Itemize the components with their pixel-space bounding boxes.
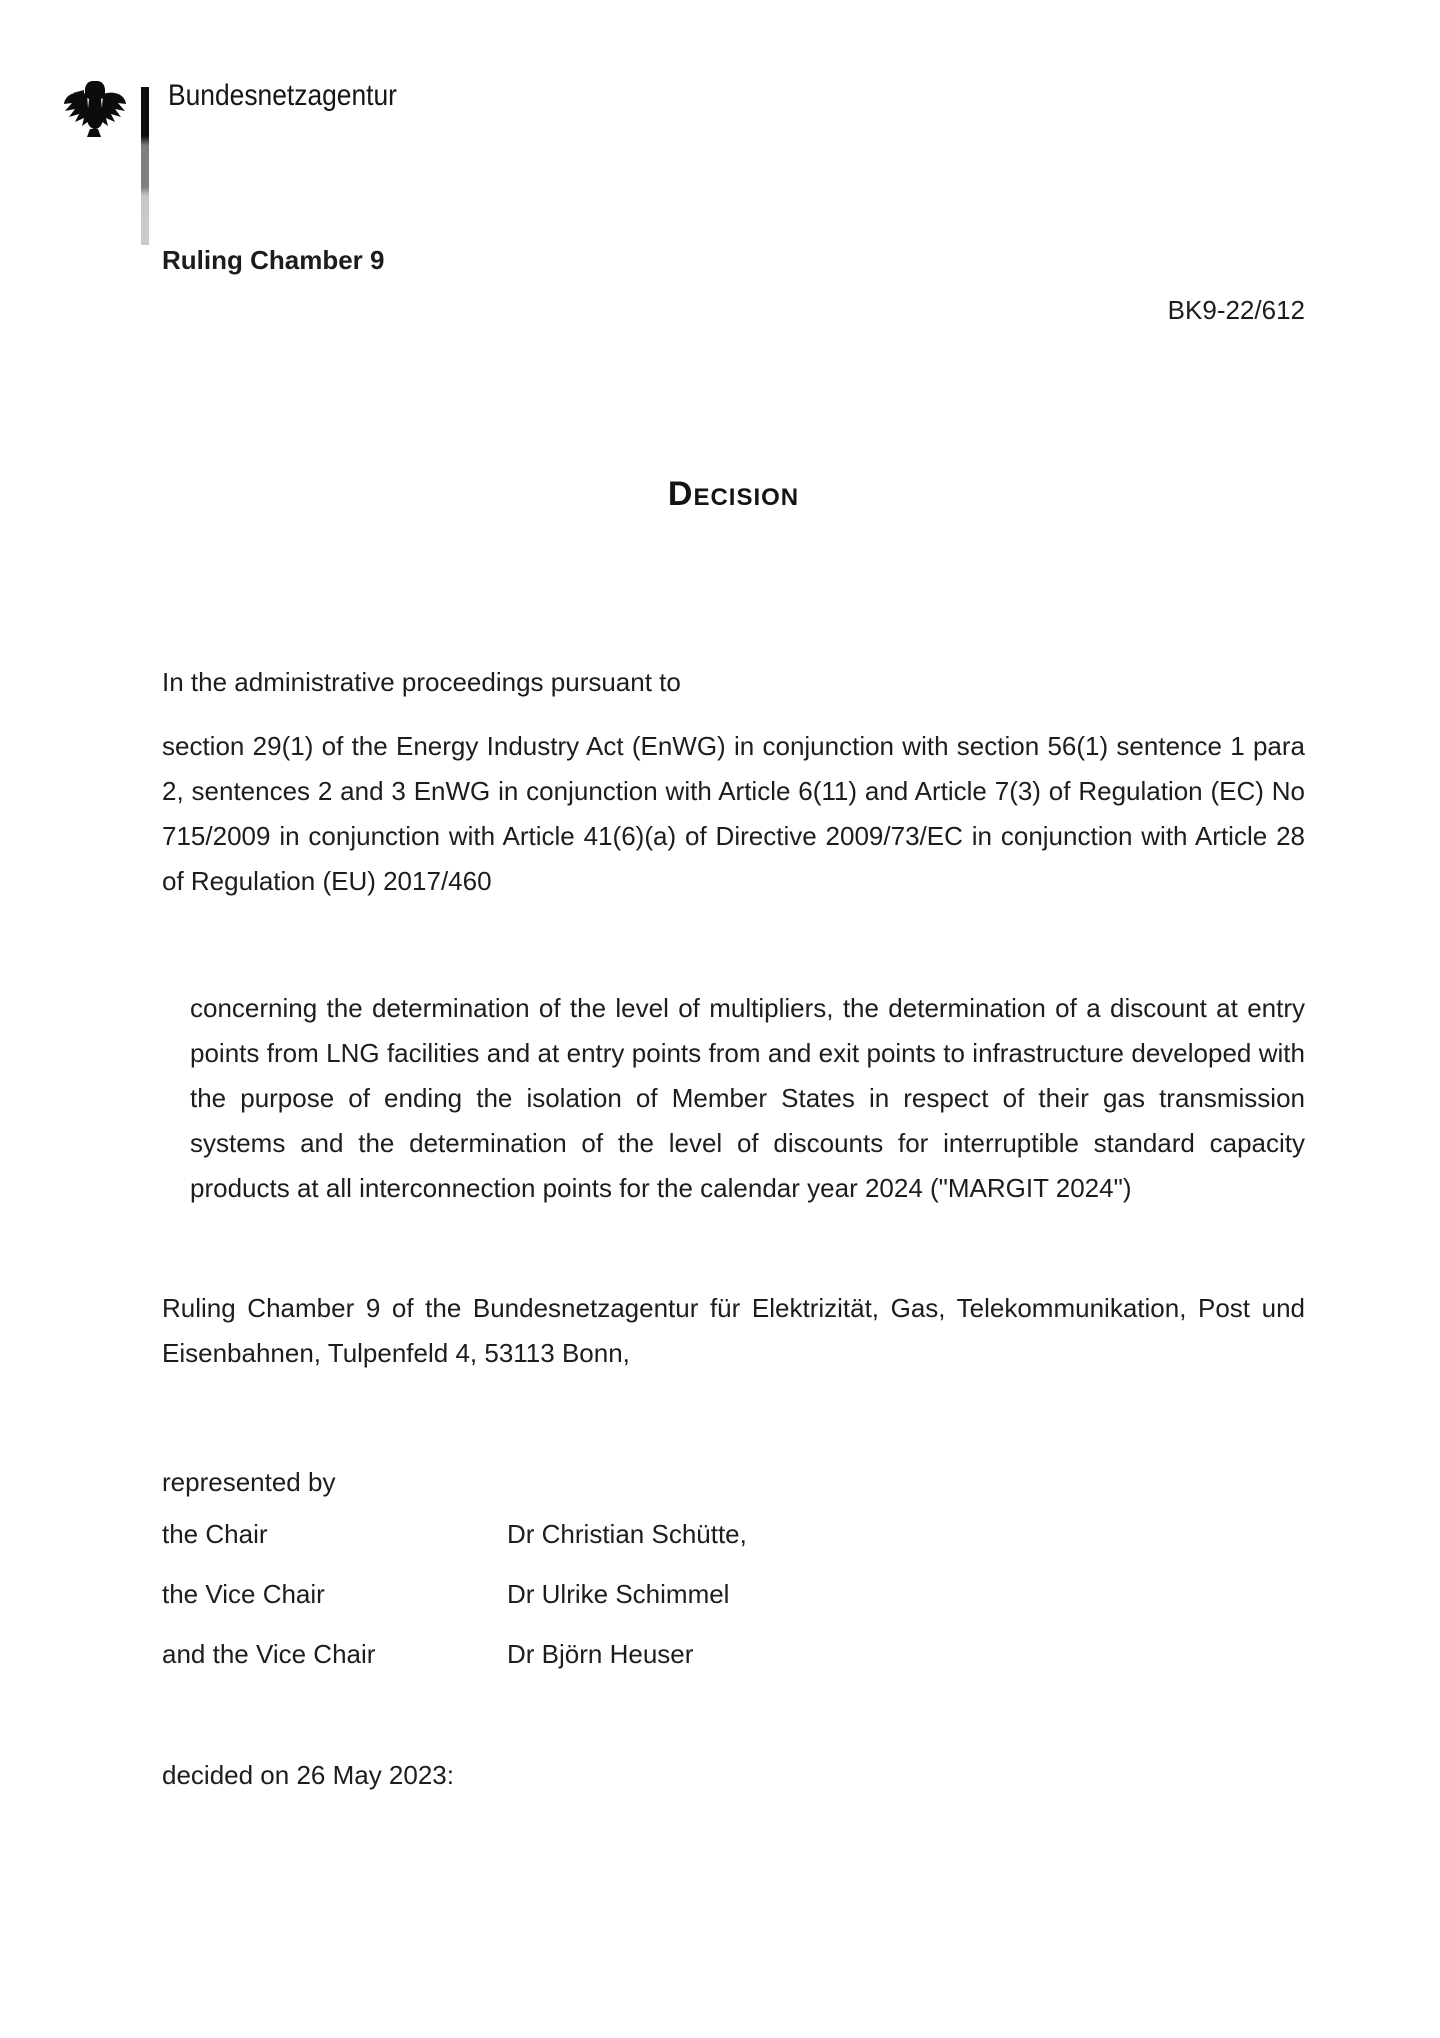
legal-basis-paragraph: section 29(1) of the Energy Industry Act (EnWG) in conjunction with section 56(1) sentence 1 para 2, sentences 2 and 3 EnWG in conjunction with Article 6(11) and Article 7(3) of Regulation (EC) No 715/2009 in conjunction with Article 41(6)(a) of Directive 2009/73/EC in conjunction with Article 28 of Regulation (EU) 2017/460 — [162, 731, 1305, 896]
representative-row — [162, 1638, 693, 1670]
authority-paragraph: Ruling Chamber 9 of the Bundesnetzagentur für Elektrizität, Gas, Telekommunikation, Post und Eisenbahnen, Tulpenfeld 4, 53113 Bonn, — [162, 1293, 1305, 1368]
representative-name: Dr Björn Heuser — [507, 1639, 694, 1669]
representative-name: Dr Ulrike Schimmel — [507, 1579, 730, 1609]
subject-paragraph: concerning the determination of the level of multipliers, the determination of a discount at entry points from LNG facilities and at entry points from and exit points to infrastructure developed with the purpose of ending the isolation of Member States in respect of their gas transmission systems and the determination of the level of discounts for interruptible standard capacity products at all interconnection points for the calendar year 2024 ("MARGIT 2024") — [190, 993, 1305, 1203]
representative-role: the Vice Chair — [162, 1579, 325, 1609]
representative-row — [162, 1578, 729, 1610]
federal-eagle-icon — [62, 78, 126, 140]
represented-by-label: represented by — [162, 1467, 336, 1497]
representative-row — [162, 1518, 747, 1550]
proceedings-intro: In the administrative proceedings pursuant to — [162, 667, 681, 697]
agency-logotype: Bundesnetzagentur — [168, 79, 397, 112]
decision-heading: DECISION — [667, 475, 800, 513]
logo-gradient-bar — [141, 87, 149, 245]
decision-date-line: decided on 26 May 2023: — [162, 1760, 454, 1790]
representative-name: Dr Christian Schütte, — [507, 1519, 747, 1549]
chamber-label: Ruling Chamber 9 — [162, 245, 385, 275]
case-reference: BK9-22/612 — [1167, 295, 1305, 325]
representative-role: the Chair — [162, 1519, 268, 1549]
representative-role: and the Vice Chair — [162, 1639, 376, 1669]
